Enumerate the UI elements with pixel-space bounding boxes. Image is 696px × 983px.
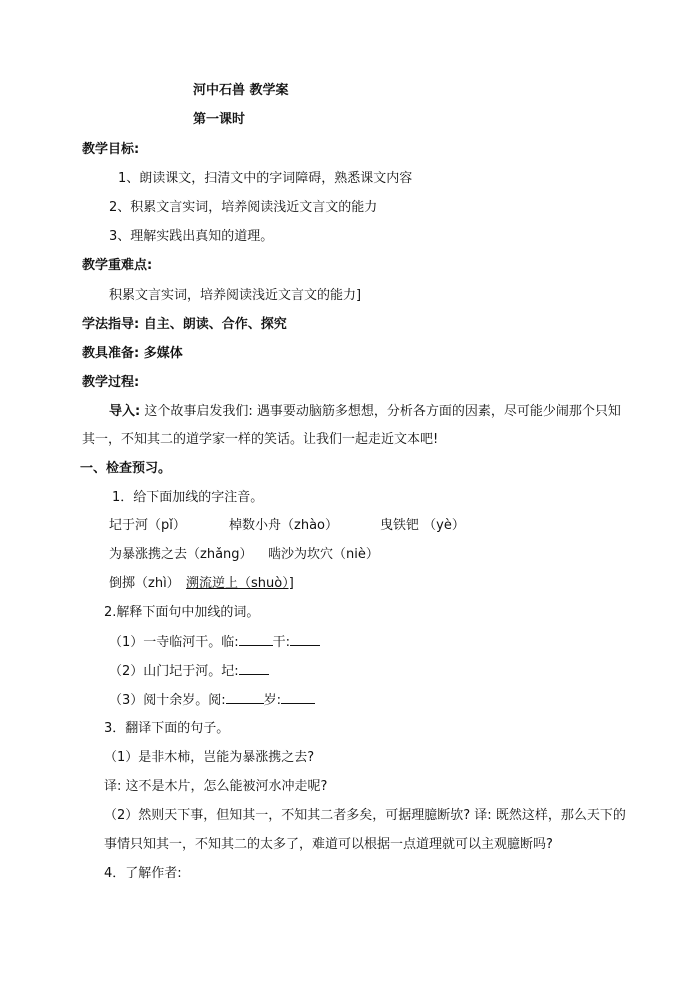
q3-sentence: （2）然则天下事，但知其一，不知其二者多矣，可据理臆断欤? 译: 既然这样，那么天下的 <box>104 808 626 823</box>
answer-blank[interactable] <box>239 633 273 646</box>
answer-blank[interactable] <box>281 691 315 704</box>
q2-item-3 <box>109 691 315 710</box>
section-heading: 一、检查预习。 <box>80 461 172 476</box>
key-points-text: 积累文言实词，培养阅读浅近文言文的能力] <box>109 288 362 303</box>
pinyin-item: 倒掷（zhì） <box>109 576 180 591</box>
pinyin-item: 为暴涨携之去（zhǎng） <box>109 547 253 562</box>
pinyin-item: 曳铁钯 （yè） <box>380 518 465 533</box>
q3-translation: 译: 这不是木片，怎么能被河水冲走呢? <box>104 779 328 794</box>
q3-sentence: （1）是非木柿，岂能为暴涨携之去? <box>104 750 315 765</box>
key-points-heading: 教学重难点: <box>82 258 153 273</box>
process-heading: 教学过程: <box>82 375 140 390</box>
pinyin-item: 棹数小舟（zhào） <box>229 518 338 533</box>
intro-label: 导入: <box>109 404 141 419</box>
answer-blank[interactable] <box>226 691 264 704</box>
pinyin-item: 溯流逆上（shuò）] <box>186 576 294 591</box>
objective-item: 1、朗读课文，扫清文中的字词障碍，熟悉课文内容 <box>118 171 413 186</box>
objectives-heading: 教学目标: <box>82 142 140 157</box>
q2-item-text: （1）一寺临河干。临: <box>109 635 239 650</box>
q1-title: 1．给下面加线的字注音。 <box>112 490 264 505</box>
objective-item: 2、积累文言实词，培养阅读浅近文言文的能力 <box>109 200 378 215</box>
q2-item-text: （2）山门圮于河。圮: <box>109 664 239 679</box>
intro-text: 这个故事启发我们: 遇事要动脑筋多想想，分析各方面的因素，尽可能少闹那个只知 <box>144 404 621 419</box>
document-title: 河中石兽 教学案 <box>193 83 289 98</box>
q3-title: 3．翻译下面的句子。 <box>104 721 230 736</box>
q2-item-text: 干: <box>272 635 291 650</box>
tools-line: 教具准备: 多媒体 <box>82 346 183 361</box>
q2-item-text: 岁: <box>263 693 282 708</box>
q2-item-2 <box>109 662 269 681</box>
answer-blank[interactable] <box>290 633 320 646</box>
lesson-label: 第一课时 <box>193 112 246 127</box>
method-line: 学法指导: 自主、朗读、合作、探究 <box>82 317 287 332</box>
q4-title: 4．了解作者: <box>104 866 182 881</box>
intro-continuation: 其一，不知其二的道学家一样的笑话。让我们一起走近文本吧! <box>82 432 439 447</box>
intro-line <box>109 403 621 421</box>
objective-item: 3、理解实践出真知的道理。 <box>109 229 274 244</box>
q2-item-text: （3）阅十余岁。阅: <box>109 693 226 708</box>
q2-item-1 <box>109 633 320 652</box>
pinyin-item: 圮于河（pǐ） <box>109 518 186 533</box>
q2-title: 2.解释下面句中加线的词。 <box>104 605 260 620</box>
q3-translation: 事情只知其一，不知其二的太多了，难道可以根据一点道理就可以主观臆断吗? <box>104 837 553 852</box>
answer-blank[interactable] <box>239 662 269 675</box>
pinyin-item: 啮沙为坎穴（niè） <box>268 547 379 562</box>
